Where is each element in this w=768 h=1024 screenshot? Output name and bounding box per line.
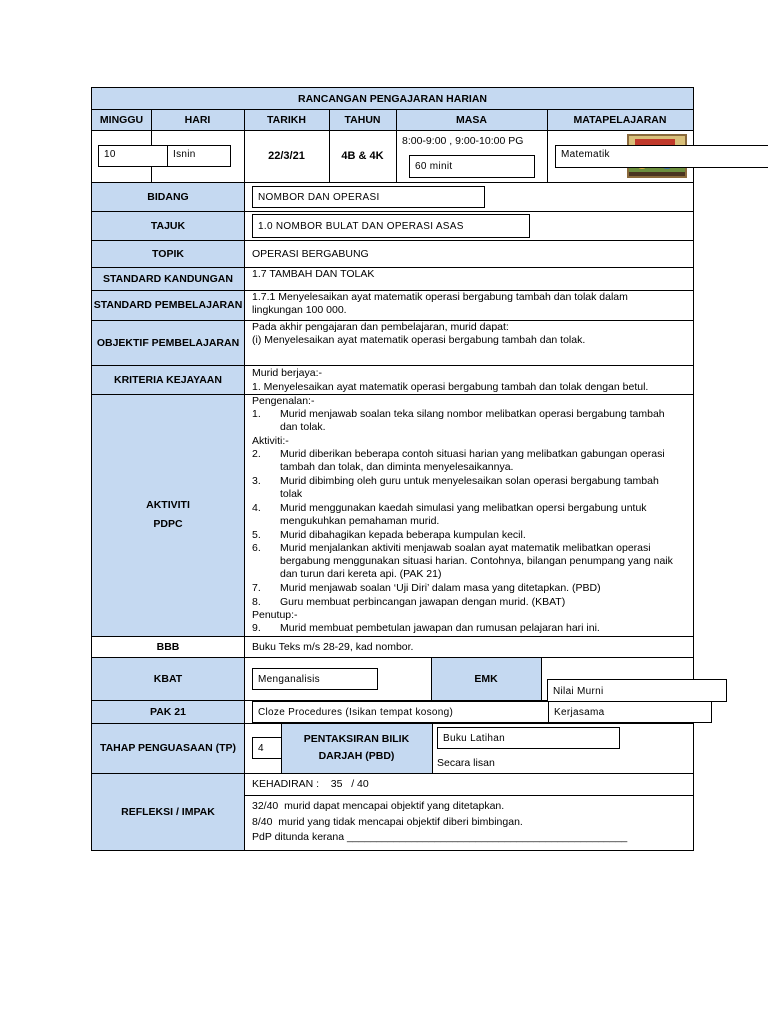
label-standard-kandungan: STANDARD KANDUNGAN (103, 272, 233, 285)
header-tahun: TAHUN (344, 113, 381, 126)
topik-text: OPERASI BERGABUNG (252, 248, 369, 260)
tp-field[interactable]: 4 (252, 737, 282, 759)
header-tarikh: TARIKH (267, 113, 306, 126)
label-topik: TOPIK (152, 247, 184, 260)
standard-kandungan-text: 1.7 TAMBAH DAN TOLAK (252, 268, 375, 280)
kriteria-line1: Murid berjaya:- (252, 367, 323, 379)
objektif-line2: (i) Menyelesaikan ayat matematik operasi bergabung tambah dan tolak. (252, 334, 586, 346)
aktiviti-heading: Aktiviti:- (252, 435, 289, 447)
standard-pembelajaran-line1: 1.7.1 Menyelesaikan ayat matematik operasi bergabung tambah dan tolak dalam (252, 291, 628, 303)
masa-duration-field[interactable]: 60 minit (409, 155, 535, 178)
matapelajaran-field[interactable]: Matematik (555, 145, 768, 168)
header-matapelajaran: MATAPELAJARAN (573, 113, 667, 126)
bidang-field[interactable]: NOMBOR DAN OPERASI (252, 186, 485, 208)
objektif-line1: Pada akhir pengajaran dan pembelajaran, murid dapat: (252, 321, 509, 333)
masa-time: 8:00-9:00 , 9:00-10:00 PG (402, 135, 524, 147)
kehadiran-text: KEHADIRAN : 35 / 40 (252, 778, 369, 790)
hari-field[interactable]: Isnin (167, 145, 231, 167)
header-minggu: MINGGU (99, 113, 144, 126)
tarikh-value: 22/3/21 (268, 149, 305, 162)
label-bidang: BIDANG (147, 190, 189, 203)
label-pbd-2: DARJAH (PBD) (318, 749, 395, 762)
header-masa: MASA (456, 113, 487, 126)
label-tahap-penguasaan: TAHAP PENGUASAAN (TP) (99, 742, 237, 754)
label-bbb: BBB (156, 640, 180, 653)
label-aktiviti: AKTIVITI (146, 498, 190, 511)
refleksi-line1: 32/40 murid dapat mencapai objektif yang ditetapkan. (252, 800, 505, 812)
label-tajuk: TAJUK (150, 219, 186, 232)
refleksi-line2: 8/40 murid yang tidak mencapai objektif diberi bimbingan. (252, 816, 523, 828)
kriteria-line2: 1. Menyelesaikan ayat matematik operasi bergabung tambah dan tolak dengan betul. (252, 381, 649, 393)
label-standard-pembelajaran: STANDARD PEMBELAJARAN (93, 299, 243, 311)
label-pdpc: PDPC (153, 517, 183, 530)
tahun-value: 4B & 4K (341, 149, 384, 162)
minggu-field[interactable]: 10 (98, 145, 168, 167)
label-kriteria: KRITERIA KEJAYAAN (114, 373, 222, 386)
label-pbd-1: PENTAKSIRAN BILIK (303, 732, 410, 745)
label-kbat: KBAT (153, 672, 183, 685)
pak21-field[interactable]: Cloze Procedures (Isikan tempat kosong) (252, 701, 549, 723)
document-title: RANCANGAN PENGAJARAN HARIAN (297, 92, 487, 105)
header-hari: HARI (184, 113, 211, 126)
pak21-field-2[interactable]: Kerjasama (548, 701, 712, 723)
pengenalan-heading: Pengenalan:- (252, 395, 315, 407)
pbd-field[interactable]: Buku Latihan (437, 727, 620, 749)
tajuk-field[interactable]: 1.0 NOMBOR BULAT DAN OPERASI ASAS (252, 214, 530, 238)
penutup-heading: Penutup:- (252, 609, 298, 621)
label-pak21: PAK 21 (150, 705, 186, 718)
bbb-text: Buku Teks m/s 28-29, kad nombor. (252, 641, 414, 653)
label-emk: EMK (474, 672, 498, 685)
pbd-text: Secara lisan (437, 757, 495, 769)
emk-field[interactable]: Nilai Murni (547, 679, 727, 702)
refleksi-line3: PdP ditunda kerana ________________________________________________ (252, 831, 628, 843)
kbat-field[interactable]: Menganalisis (252, 668, 378, 690)
standard-pembelajaran-line2: lingkungan 100 000. (252, 304, 347, 316)
label-objektif: OBJEKTIF PEMBELAJARAN (96, 336, 240, 349)
label-refleksi: REFLEKSI / IMPAK (121, 805, 215, 818)
